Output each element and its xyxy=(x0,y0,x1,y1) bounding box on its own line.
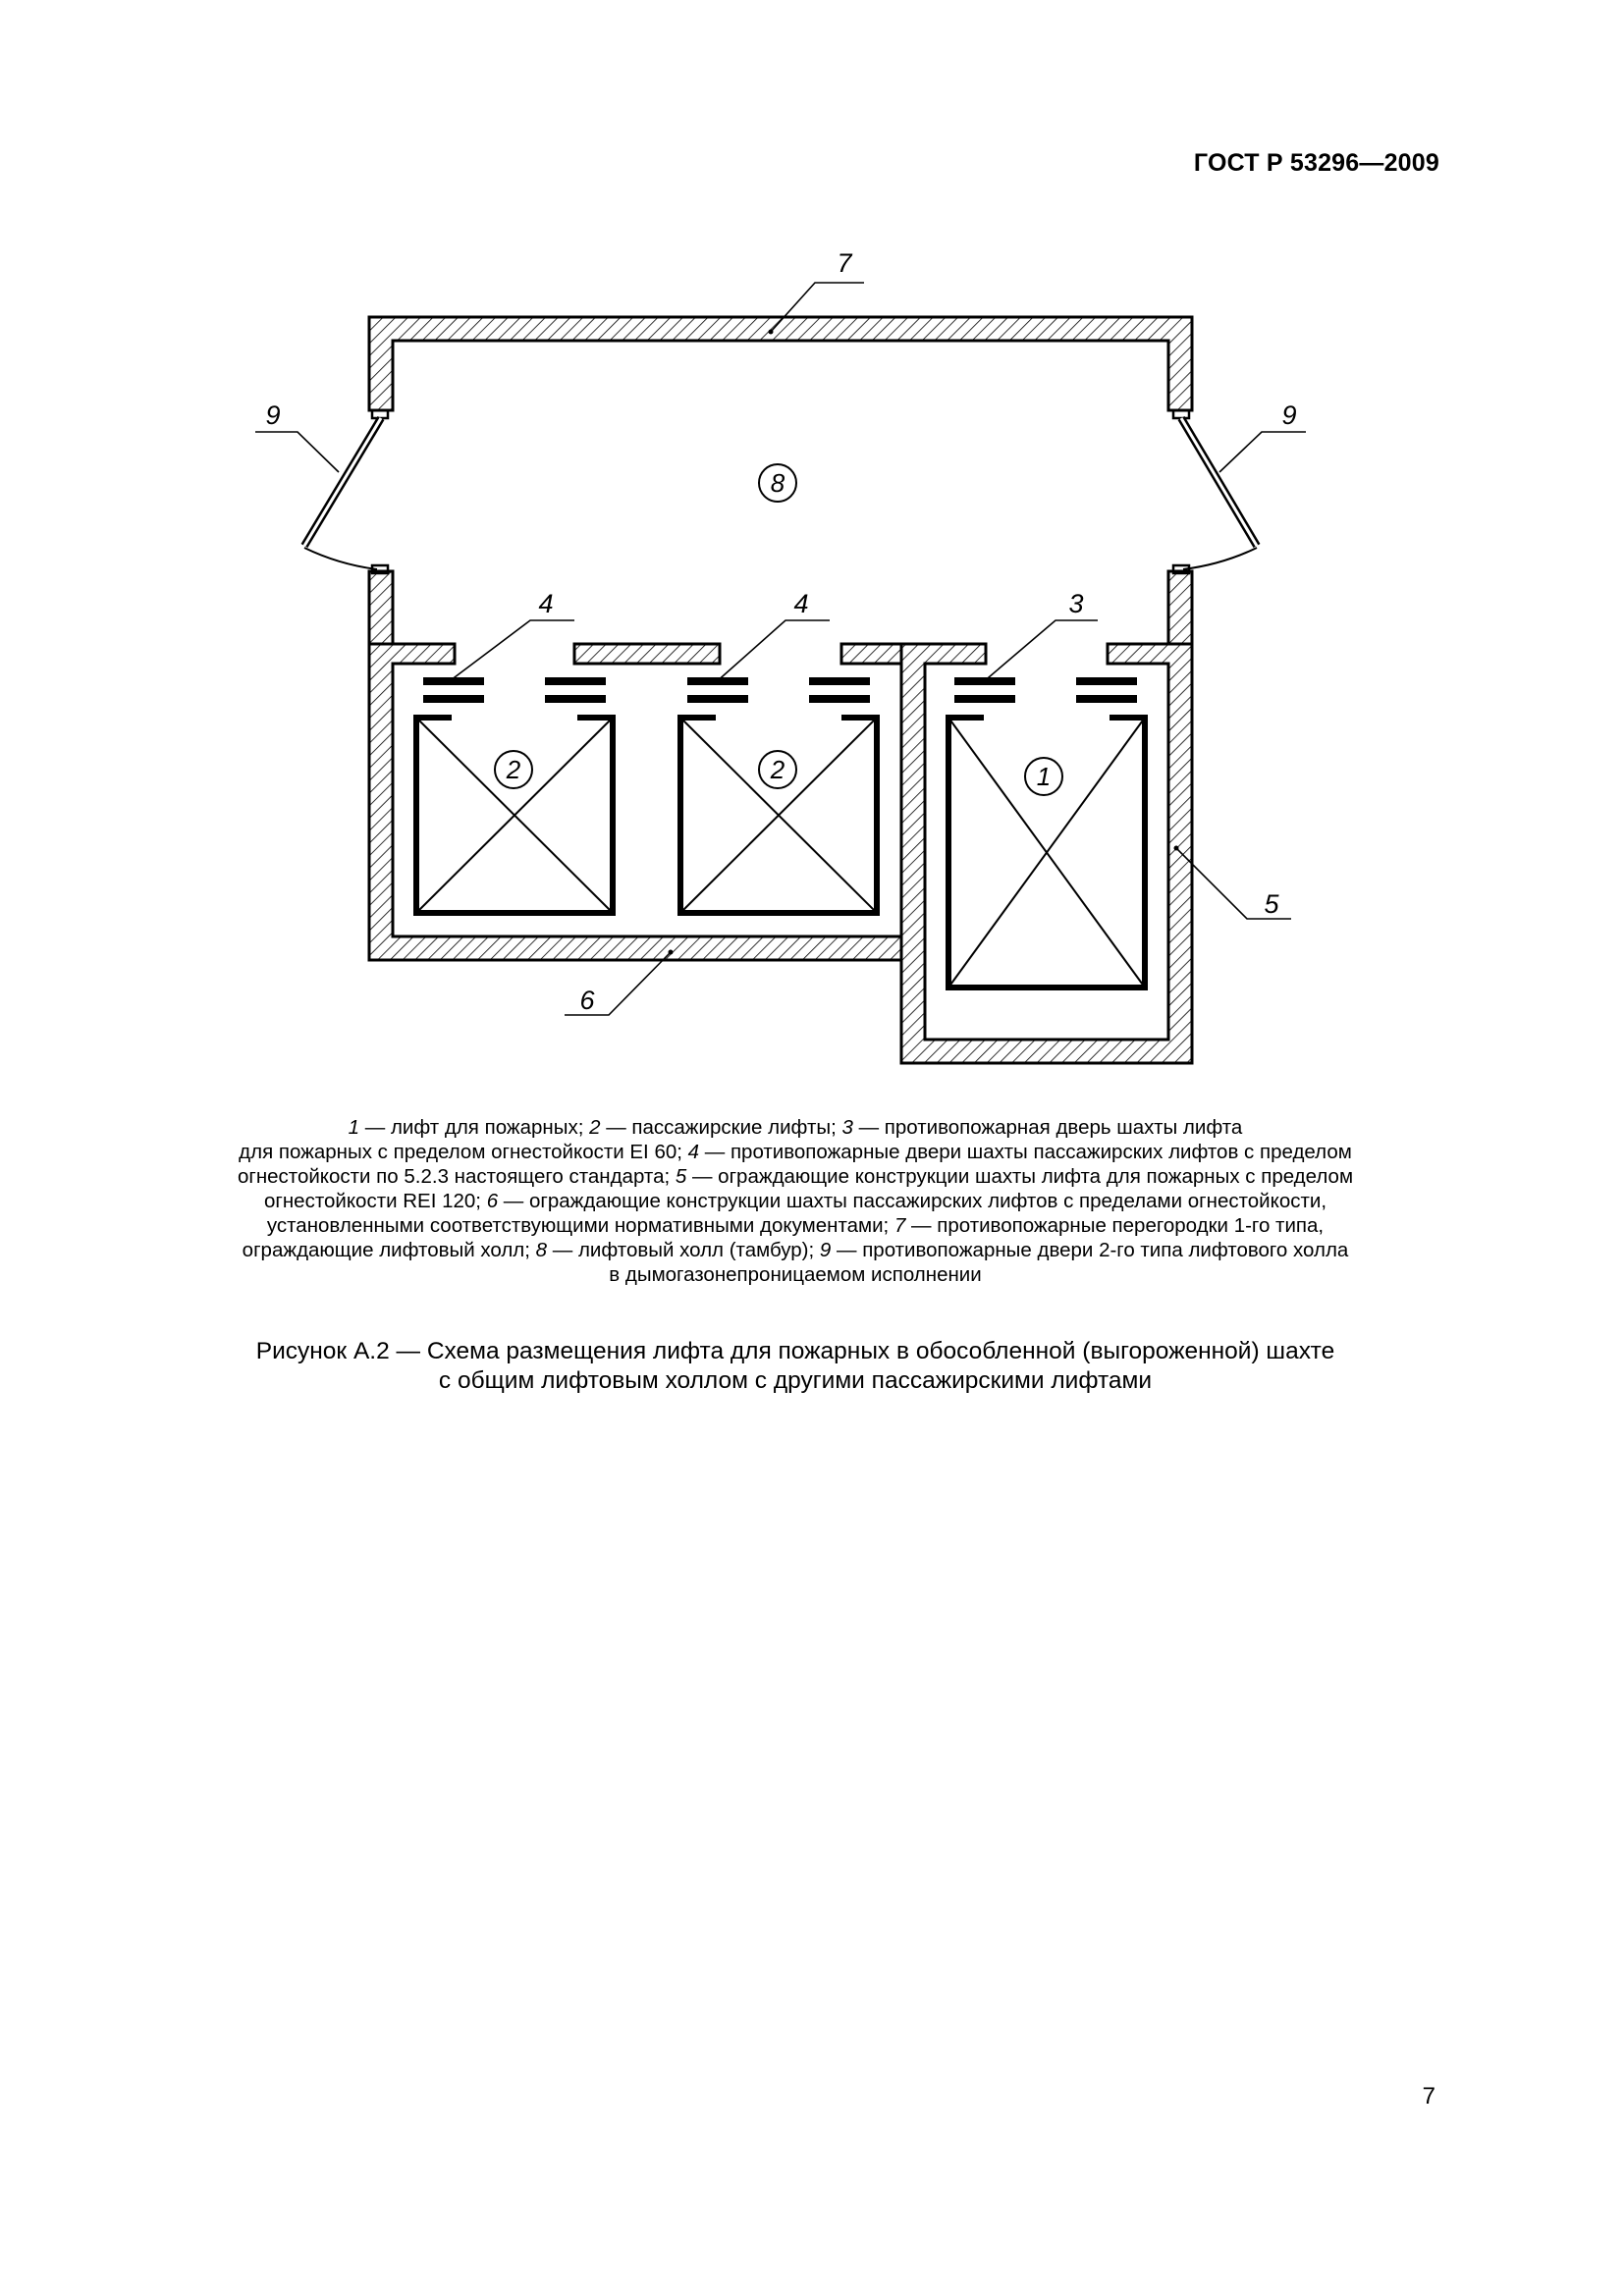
caption-line-1: Рисунок А.2 — Схема размещения лифта для пожарных в обособленной (выгороженной) шахте xyxy=(255,1338,1335,1364)
caption-line-2: с общим лифтовым холлом с другими пассажирскими лифтами xyxy=(438,1367,1153,1394)
callout-9-right: 9 xyxy=(1281,400,1297,430)
callout-6: 6 xyxy=(579,986,595,1015)
callout-4-mid: 4 xyxy=(793,589,809,618)
callout-1: 1 xyxy=(1036,762,1052,791)
callout-circles xyxy=(495,464,1062,795)
legend-line-6: ограждающие лифтовый холл; 8 — лифтовый холл (тамбур); 9 — противопожарные двери 2-го типа лифтового холла xyxy=(242,1239,1349,1261)
legend-line-5: установленными соответствующими нормативными документами; 7 — противопожарные перегородки 1-го типа, xyxy=(266,1214,1325,1237)
legend-line-1: 1 — лифт для пожарных; 2 — пассажирские лифты; 3 — противопожарная дверь шахты лифта xyxy=(348,1116,1243,1139)
callout-2-right: 2 xyxy=(770,755,785,784)
document-header: ГОСТ Р 53296—2009 xyxy=(1193,149,1439,177)
callout-9-left: 9 xyxy=(265,400,281,430)
page-number: 7 xyxy=(1422,2083,1435,2109)
callout-4-left: 4 xyxy=(538,589,554,618)
legend-line-2: для пожарных с пределом огнестойкости EI 60; 4 — противопожарные двери шахты пассажирских лифтов с пределом xyxy=(239,1141,1352,1163)
figure-legend xyxy=(137,1115,1453,1287)
legend-line-3: огнестойкости по 5.2.3 настоящего стандарта; 5 — ограждающие конструкции шахты лифта для пожарных с пределом xyxy=(237,1165,1354,1188)
callout-8: 8 xyxy=(770,468,785,498)
callout-3: 3 xyxy=(1068,589,1084,618)
callout-2-left: 2 xyxy=(506,755,521,784)
callout-5: 5 xyxy=(1264,889,1279,919)
legend-line-7: в дымогазонепроницаемом исполнении xyxy=(609,1263,982,1286)
legend-line-4: огнестойкости REI 120; 6 — ограждающие конструкции шахты пассажирских лифтов с пределами огнестойкости, xyxy=(263,1190,1327,1212)
callout-7: 7 xyxy=(837,248,852,278)
figure-caption xyxy=(137,1337,1453,1396)
shaft-door-bars xyxy=(423,677,1137,703)
